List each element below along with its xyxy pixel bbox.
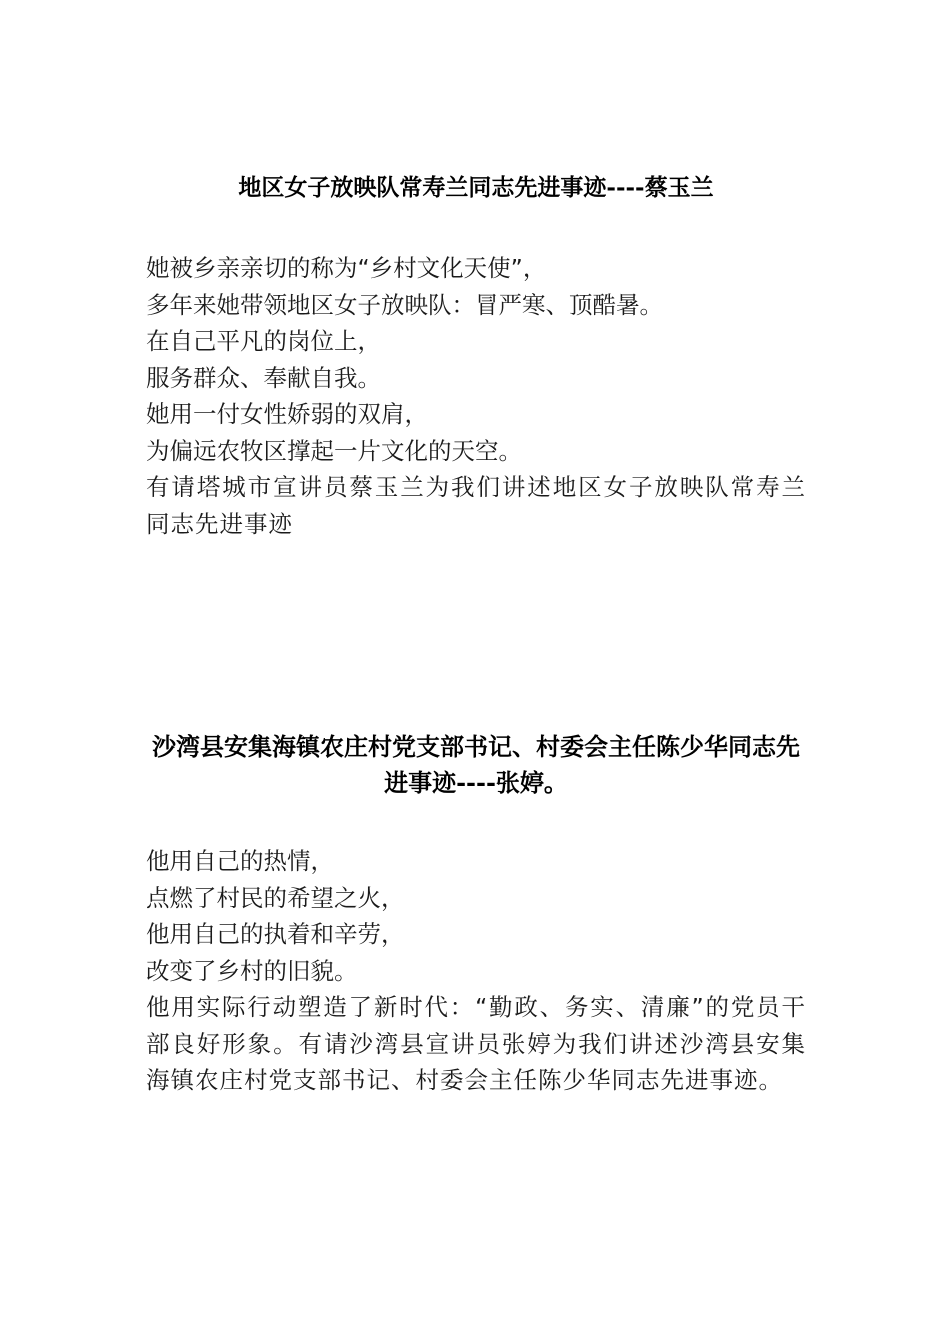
- section-2-paragraph: 他用实际行动塑造了新时代：“勤政、务实、清廉”的党员干部良好形象。有请沙湾县宣讲员张婷为我们讲述沙湾县安集海镇农庄村党支部书记、村委会主任陈少华同志先进事迹。: [146, 993, 806, 1094]
- section-1-paragraph: 有请塔城市宣讲员蔡玉兰为我们讲述地区女子放映队常寿兰同志先进事迹: [146, 473, 806, 538]
- section-1-title: 地区女子放映队常寿兰同志先进事迹----蔡玉兰: [238, 174, 714, 201]
- section-1-line-6: 为偏远农牧区撑起一片文化的天空。: [146, 436, 522, 465]
- section-1-line-1: 她被乡亲亲切的称为“乡村文化天使”，: [146, 254, 547, 282]
- section-1-line-5: 她用一付女性娇弱的双肩，: [146, 400, 428, 428]
- section-1-line-3: 在自己平凡的岗位上，: [146, 327, 381, 355]
- section-1-body: [146, 250, 806, 542]
- section-2-line-3: 他用自己的执着和辛劳，: [146, 920, 405, 948]
- section-2-line-4: 改变了乡村的旧貌。: [146, 956, 358, 985]
- section-1-line-2: 多年来她带领地区女子放映队：冒严寒、顶酷暑。: [146, 290, 663, 319]
- section-2-title: 沙湾县安集海镇农庄村党支部书记、村委会主任陈少华同志先进事迹----张婷。: [152, 732, 800, 797]
- section-1-heading: [146, 173, 806, 203]
- section-2-line-1: 他用自己的热情，: [146, 847, 334, 875]
- section-2-body: [146, 843, 806, 1099]
- section-2-heading: [146, 729, 806, 801]
- section-1-line-4: 服务群众、奉献自我。: [146, 363, 381, 392]
- section-2-line-2: 点燃了村民的希望之火，: [146, 883, 405, 912]
